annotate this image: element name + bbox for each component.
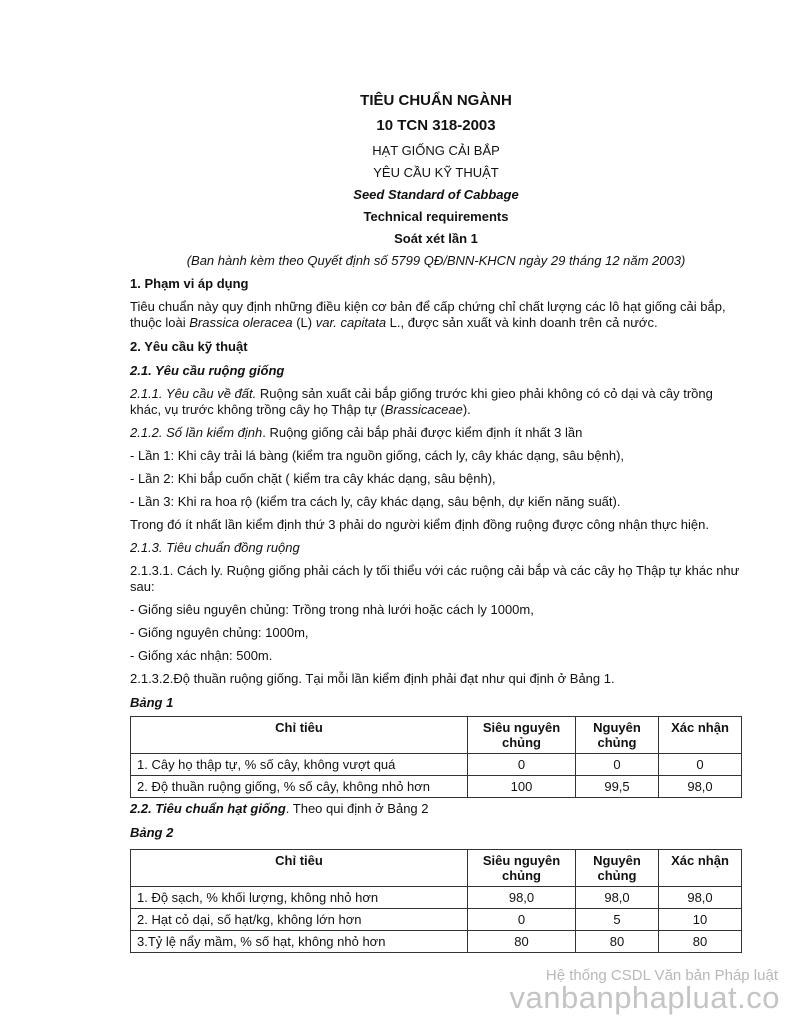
isolation-2: - Giống nguyên chủng: 1000m,: [130, 625, 309, 640]
header-original: Nguyên chủng: [576, 850, 659, 887]
table-1: [130, 716, 742, 798]
cell-super-original: 0: [468, 909, 576, 931]
table-2-caption: Bảng 2: [130, 825, 174, 840]
paragraph-2-1-2: 2.1.2. Số lần kiểm định. Ruộng giống cải bắp phải được kiểm định ít nhất 3 lần: [130, 425, 583, 440]
table-row: [131, 931, 742, 953]
header-certified: Xác nhận: [659, 850, 742, 887]
english-title: Seed Standard of Cabbage: [353, 187, 519, 202]
cell-original: 99,5: [576, 776, 659, 798]
document-code: 10 TCN 318-2003: [376, 117, 496, 134]
revision-note: Soát xét lần 1: [394, 231, 478, 246]
watermark-caption: Hệ thống CSDL Văn bản Pháp luật: [545, 967, 778, 984]
paragraph-2-1-1: 2.1.1. Yêu cầu về đất. Ruộng sản xuất cải bắp giống trước khi gieo phải không có cỏ dại và cây trồng khác, vụ trước không trồng cây họ Thập tự (Brassicaceae).: [130, 386, 713, 417]
section-2-2-heading: 2.2. Tiêu chuẩn hạt giống. Theo qui định ở Bảng 2: [130, 801, 429, 816]
paragraph-2-1-3-2: 2.1.3.2.Độ thuần ruộng giống. Tại mỗi lần kiểm định phải đạt như qui định ở Bảng 1.: [130, 671, 615, 686]
section-1-paragraph: Tiêu chuẩn này quy định những điều kiện cơ bản để cấp chứng chỉ chất lượng các lô hạt giống cải bắp, thuộc loài Brassica oleracea (L) var. capitata L., được sản xuất và kinh doanh trên cả nước.: [130, 299, 726, 330]
header-criteria: Chỉ tiêu: [131, 717, 468, 754]
cell-certified: 80: [659, 931, 742, 953]
cell-super-original: 0: [468, 754, 576, 776]
header-super-original: Siêu nguyên chủng: [468, 717, 576, 754]
cell-super-original: 98,0: [468, 887, 576, 909]
cell-certified: 98,0: [659, 776, 742, 798]
table-row: [131, 776, 742, 798]
header-super-original: Siêu nguyên chủng: [468, 850, 576, 887]
issuance-note: (Ban hành kèm theo Quyết định số 5799 QĐ/BNN-KHCN ngày 29 tháng 12 năm 2003): [186, 253, 686, 268]
section-2-1-heading: 2.1. Yêu cầu ruộng giống: [130, 363, 285, 378]
table-1-caption: Bảng 1: [130, 695, 174, 710]
cell-super-original: 100: [468, 776, 576, 798]
header-certified: Xác nhận: [659, 717, 742, 754]
inspection-2: - Lần 2: Khi bắp cuốn chặt ( kiểm tra cây khác dạng, sâu bệnh),: [130, 471, 496, 486]
cell-certified: 98,0: [659, 887, 742, 909]
document-subtitle-2: YÊU CẦU KỸ THUẬT: [373, 165, 499, 180]
table-row: [131, 887, 742, 909]
isolation-1: - Giống siêu nguyên chủng: Trồng trong nhà lưới hoặc cách ly 1000m,: [130, 602, 534, 617]
isolation-3: - Giống xác nhận: 500m.: [130, 648, 273, 663]
table-2: [130, 849, 742, 953]
english-subtitle: Technical requirements: [363, 209, 509, 224]
row-label: 2. Hạt cỏ dại, số hạt/kg, không lớn hơn: [131, 909, 468, 931]
row-label: 1. Độ sạch, % khối lượng, không nhỏ hơn: [131, 887, 468, 909]
section-1-heading: 1. Phạm vi áp dụng: [130, 276, 249, 291]
document-subtitle: HẠT GIỐNG CẢI BẮP: [372, 143, 500, 158]
cell-original: 80: [576, 931, 659, 953]
paragraph-2-1-3-1: 2.1.3.1. Cách ly. Ruộng giống phải cách ly tối thiểu với các ruộng cải bắp và các cây họ Thập tự khác như sau:: [130, 563, 740, 594]
inspection-note: Trong đó ít nhất lần kiểm định thứ 3 phải do người kiểm định đồng ruộng được công nhận thực hiện.: [130, 517, 709, 532]
table-row: [131, 909, 742, 931]
table-row: [131, 754, 742, 776]
row-label: 3.Tỷ lệ nẩy mầm, % số hạt, không nhỏ hơn: [131, 931, 468, 953]
cell-original: 5: [576, 909, 659, 931]
table-header-row: [131, 850, 742, 887]
watermark-site: vanbanphapluat.co: [509, 980, 780, 1015]
section-2-heading: 2. Yêu cầu kỹ thuật: [130, 339, 248, 354]
document-title: TIÊU CHUẨN NGÀNH: [360, 92, 512, 109]
paragraph-2-1-3: 2.1.3. Tiêu chuẩn đồng ruộng: [130, 540, 300, 555]
cell-super-original: 80: [468, 931, 576, 953]
inspection-1: - Lần 1: Khi cây trải lá bàng (kiểm tra nguồn giống, cách ly, cây khác dạng, sâu bệnh),: [130, 448, 625, 463]
header-criteria: Chỉ tiêu: [131, 850, 468, 887]
cell-original: 0: [576, 754, 659, 776]
document-page: [130, 88, 742, 953]
table-header-row: [131, 717, 742, 754]
cell-original: 98,0: [576, 887, 659, 909]
cell-certified: 0: [659, 754, 742, 776]
inspection-3: - Lần 3: Khi ra hoa rộ (kiểm tra cách ly, cây khác dạng, sâu bệnh, dự kiến năng suất).: [130, 494, 621, 509]
header-original: Nguyên chủng: [576, 717, 659, 754]
row-label: 1. Cây họ thập tự, % số cây, không vượt quá: [131, 754, 468, 776]
cell-certified: 10: [659, 909, 742, 931]
row-label: 2. Độ thuần ruộng giống, % số cây, không nhỏ hơn: [131, 776, 468, 798]
